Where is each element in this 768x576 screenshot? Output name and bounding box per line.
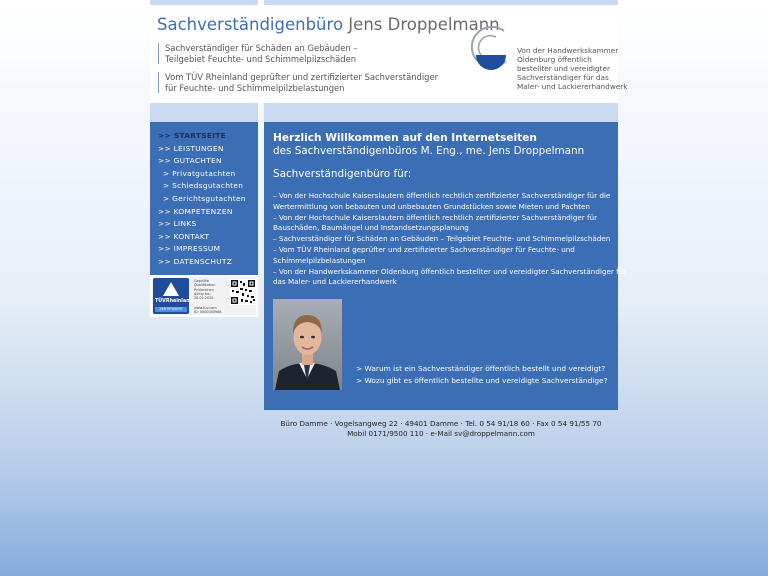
nav-item-schiedsgutachten[interactable]: > Schiedsgutachten xyxy=(163,181,244,191)
tuv-desc-line: 28.02.2020 xyxy=(194,296,214,301)
hwk-text-line: Sachverständiger für das xyxy=(517,73,609,83)
qr-code-icon xyxy=(230,279,256,305)
welcome-subheading: des Sachverständigenbüros M. Eng., me. Jens Droppelmann xyxy=(273,145,585,157)
portrait-photo xyxy=(273,299,342,390)
tuv-triangle-icon xyxy=(163,282,179,296)
hwk-text-line: Von der Handwerkskammer xyxy=(517,46,619,55)
hwk-text-line: bestellter und vereidigter xyxy=(517,64,611,74)
nav-item-startseite[interactable]: >> STARTSEITE xyxy=(158,131,226,140)
footer-address: Büro Damme · Vogelsangweg 22 · 49401 Damme · Tel. 0 54 91/18 60 · Fax 0 54 91/55 70 xyxy=(280,419,602,428)
nav-item-gutachten[interactable]: >> GUTACHTEN xyxy=(158,156,222,166)
nav-item-privatgutachten[interactable]: > Privatgutachten xyxy=(163,168,236,178)
tagline-line: Teilgebiet Feuchte- und Schimmelpilzschäden xyxy=(165,53,357,64)
credential-line: – Von der Handwerkskammer Oldenburg öffentlich bestellter und vereidigter Sachverständiger für xyxy=(273,266,627,276)
footer-contact[interactable]: Mobil 0171/9500 110 · e-Mail sv@droppelmann.com xyxy=(347,428,535,438)
tuv-certificate-badge[interactable] xyxy=(150,275,258,317)
section-heading: Sachverständigenbüro für: xyxy=(273,168,412,180)
faq-links xyxy=(356,363,608,386)
header xyxy=(150,5,628,103)
tuv-desc-line: Geprüfte xyxy=(194,279,209,283)
site-title-office: Sachverständigenbüro xyxy=(157,15,344,34)
tuv-description xyxy=(194,279,215,300)
sidebar-nav xyxy=(150,122,258,275)
tagline-line: für Feuchte- und Schimmelpilzbelastungen xyxy=(165,82,345,93)
tagline-line: Vom TÜV Rheinland geprüfter und zertifizierter Sachverständiger xyxy=(165,72,439,82)
nav-item-leistungen[interactable]: >> LEISTUNGEN xyxy=(158,143,224,153)
credential-line: – Von der Hochschule Kaiserslautern öffentlich rechtlich zertifizierter Sachverständiger für die xyxy=(273,191,611,200)
site-title-name: Jens Droppelmann xyxy=(348,15,500,34)
tuv-brand-text: TÜVRheinland xyxy=(155,299,194,304)
footer xyxy=(264,419,618,438)
nav-item-impressum[interactable]: >> IMPRESSUM xyxy=(158,244,221,254)
credential-line: Wertermittlung von bebauten und unbebauten Grundstücken sowie Mieten und Pachten xyxy=(273,201,590,211)
tuv-desc-line: Qualifikation xyxy=(194,283,216,288)
tagline-tuv-expert xyxy=(158,72,438,93)
handwerkskammer-text xyxy=(517,46,628,91)
nav-item-kontakt[interactable]: >> KONTAKT xyxy=(158,231,210,241)
tuv-desc-line: gültig bis: xyxy=(194,291,211,296)
main-content xyxy=(264,122,627,410)
tuv-url-line: www.tuv.com xyxy=(194,306,217,310)
hwk-text-line: Maler- und Lackiererhandwerk xyxy=(517,82,628,92)
credentials-list xyxy=(273,191,627,288)
main-top-strip xyxy=(264,103,618,122)
nav-item-kompetenzen[interactable]: >> KOMPETENZEN xyxy=(158,206,233,216)
tuv-id-line: ID: 0000040986 xyxy=(194,310,222,315)
credential-line: – Sachverständiger für Schäden an Gebäuden – Teilgebiet Feuchte- und Schimmelpilzschäden xyxy=(273,234,611,244)
tagline-line: Sachverständiger für Schäden an Gebäuden – xyxy=(165,43,358,53)
tuv-url xyxy=(194,306,221,315)
credential-line: – Vom TÜV Rheinland geprüfter und zertifizierter Sachverständiger für Feuchte- und xyxy=(273,244,575,254)
nav-item-links[interactable]: >> LINKS xyxy=(158,219,197,229)
hwk-text-line: Oldenburg öffentlich xyxy=(517,55,592,65)
credential-line: Schimmelpilzbelastungen xyxy=(273,255,366,265)
credential-line: – Von der Hochschule Kaiserslautern öffentlich rechtlich zertifizierter Sachverständiger für xyxy=(273,212,598,222)
nav-item-datenschutz[interactable]: >> DATENSCHUTZ xyxy=(158,256,233,266)
faq-link-purpose-sworn[interactable]: > Wozu gibt es öffentlich bestellte und vereidigte Sachverständige? xyxy=(356,375,608,385)
site-title[interactable] xyxy=(157,15,500,34)
tuv-certified-label: ZERTIFIZIERT xyxy=(155,307,187,312)
handwerkskammer-logo-icon xyxy=(466,25,512,71)
welcome-heading: Herzlich Willkommen auf den Internetseiten xyxy=(273,132,537,144)
faq-link-why-sworn[interactable]: > Warum ist ein Sachverständiger öffentlich bestellt und vereidigt? xyxy=(356,364,606,373)
tuv-desc-line: Prüfzeichen xyxy=(194,287,214,292)
nav-top-strip xyxy=(150,103,258,122)
credential-line: Bauschäden, Baumängel und Instandsetzungsplanung xyxy=(273,223,469,233)
tuv-badge-inner xyxy=(152,277,256,315)
nav-item-gerichtsgutachten[interactable]: > Gerichtsgutachten xyxy=(163,193,246,203)
credential-line: das Maler- und Lackiererhandwerk xyxy=(273,277,397,287)
tuv-logo-icon xyxy=(153,278,194,314)
tagline-damage-expert xyxy=(158,43,358,64)
